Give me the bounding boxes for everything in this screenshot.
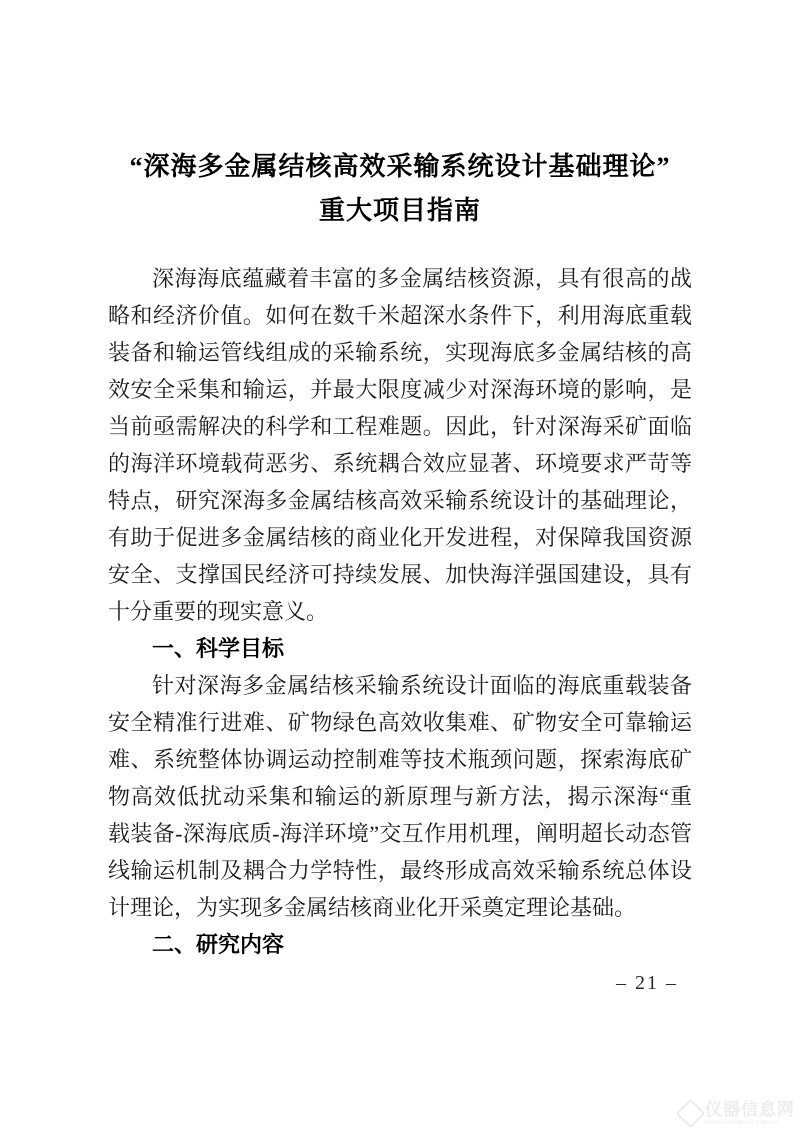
text-line: 物高效低扰动采集和输运的新原理与新方法，揭示深海“重	[108, 784, 692, 809]
document-title-line2: 重大项目指南	[318, 196, 481, 225]
paragraph-intro	[108, 260, 692, 630]
text-line: 安全、支撑国民经济可持续发展、加快海洋强国建设，具有	[108, 562, 692, 587]
document-title-line1: “深海多金属结核高效采输系统设计基础理论”	[129, 152, 671, 181]
text-line: 十分重要的现实意义。	[108, 599, 329, 624]
watermark-logo-icon	[676, 1099, 706, 1129]
text-line: 载装备-深海底质-海洋环境”交互作用机理，阐明超长动态管	[108, 821, 692, 846]
watermark-text-block	[705, 1101, 795, 1126]
watermark-title: 仪器信息网	[705, 1100, 795, 1119]
section-heading-science-goals: 一、科学目标	[152, 636, 285, 661]
watermark-subtext: www.instrument.com.cn	[705, 1120, 779, 1126]
text-line: 线输运机制及耦合力学特性，最终形成高效采输系统总体设	[108, 858, 692, 883]
text-line: 略和经济价值。如何在数千米超深水条件下，利用海底重载	[108, 303, 692, 328]
paragraph-science-goals	[108, 667, 692, 926]
text-line: 安全精准行进难、矿物绿色高效收集难、矿物安全可靠输运	[108, 710, 692, 735]
text-line: 难、系统整体协调运动控制难等技术瓶颈问题，探索海底矿	[108, 747, 692, 772]
text-line: 针对深海多金属结核采输系统设计面临的海底重载装备	[152, 673, 692, 698]
page-number: – 21 –	[616, 972, 678, 994]
watermark	[680, 1101, 795, 1126]
text-line: 的海洋环境载荷恶劣、系统耦合效应显著、环境要求严苛等	[108, 451, 692, 476]
text-line: 特点，研究深海多金属结核高效采输系统设计的基础理论，	[108, 488, 692, 513]
text-line: 效安全采集和输运，并最大限度减少对深海环境的影响，是	[108, 377, 692, 402]
text-line: 有助于促进多金属结核的商业化开发进程，对保障我国资源	[108, 525, 692, 550]
document-body	[108, 260, 692, 963]
text-line: 计理论，为实现多金属结核商业化开采奠定理论基础。	[108, 895, 637, 920]
text-line: 当前亟需解决的科学和工程难题。因此，针对深海采矿面临	[108, 414, 692, 439]
text-line: 装备和输运管线组成的采输系统，实现海底多金属结核的高	[108, 340, 692, 365]
section-heading-research-content: 二、研究内容	[152, 932, 285, 957]
document-title	[70, 145, 730, 233]
text-line: 深海海底蕴藏着丰富的多金属结核资源，具有很高的战	[152, 266, 692, 291]
